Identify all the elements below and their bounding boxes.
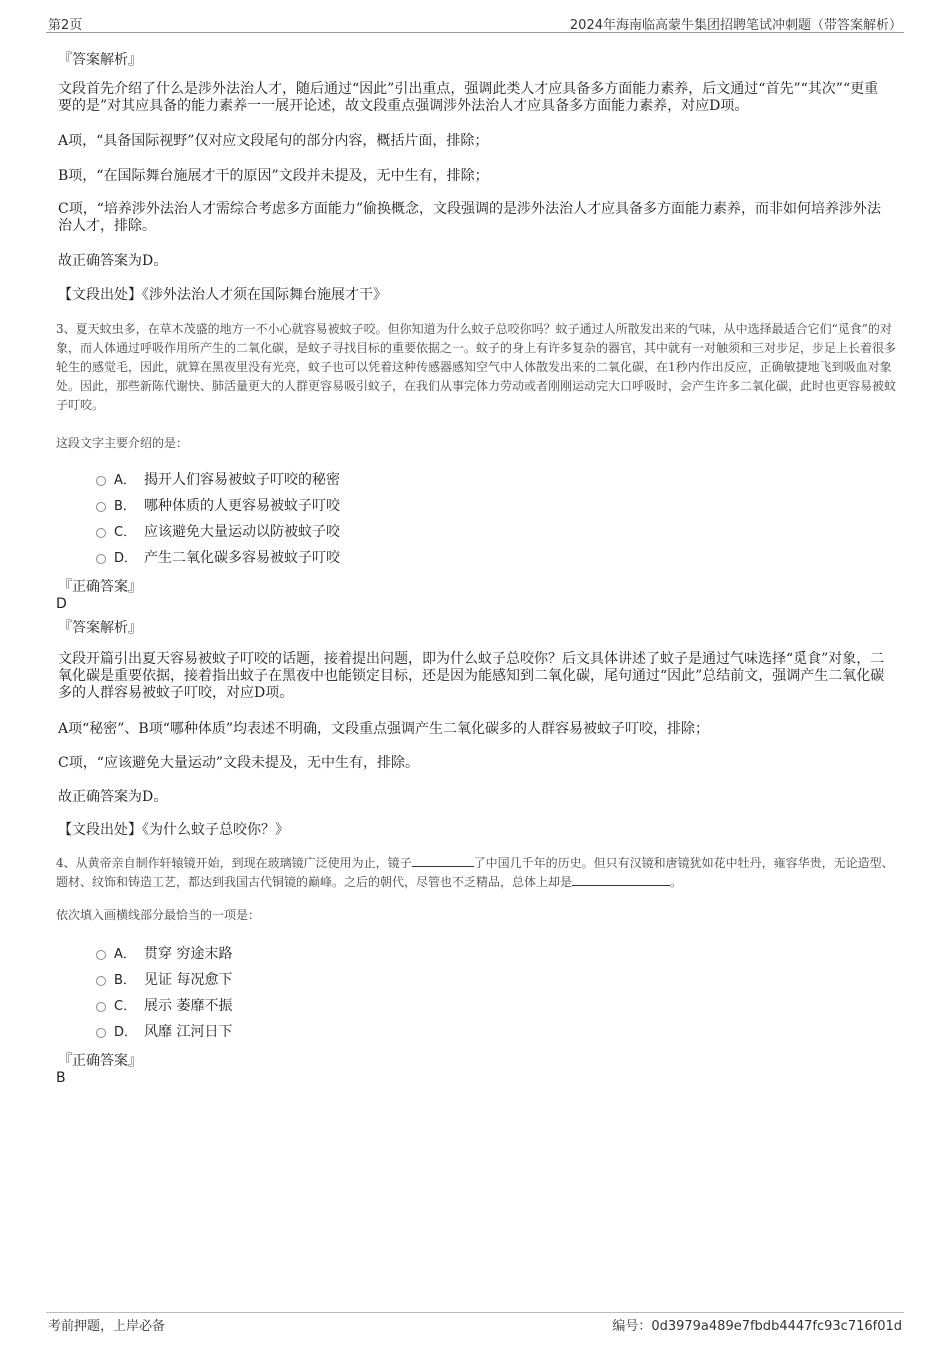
analysis-paragraph: A项“秘密”、B项“哪种体质”均表述不明确，文段重点强调产生二氧化碳多的人群容易被蚊子叮咬，排除； [58,721,710,737]
radio-icon[interactable] [96,502,106,512]
source-citation: 【文段出处】《涉外法治人才须在国际舞台施展才干》 [58,287,387,303]
option-b[interactable]: B． 哪种体质的人更容易被蚊子叮咬 [96,497,340,515]
question-text: 3、夏天蚊虫多，在草木茂盛的地方一不小心就容易被蚊子咬。但你知道为什么蚊子总咬你吗？蚊子通过人所散发出来的气味，从中选择最适合它们“觅食”的对象，而人体通过呼吸作用所产生的二氧化碳，是蚊子寻找目标的重要依据之一。蚊子的身上有许多复杂的器官，其中就有一对触须和三对步足，步足上长着很多轮生的感觉毛，因此，就算在黑夜里没有光亮，蚊子也可以凭着这种传感器感知空气中人体散发出来的二氧化碳，在1秒内作出反应，正确敏捷地飞到吸血对象处。因此，那些新陈代谢快、肺活量更大的人群更容易吸引蚊子，在我们从事完体力劳动或者刚刚运动完大口呼吸时，会产生许多二氧化碳，此时也更容易被蚊子叮咬。 [56,322,897,412]
analysis-label: 『答案解析』 [58,52,142,68]
analysis-paragraph: C项，“应该避免大量运动”文段未提及，无中生有，排除。 [58,755,420,771]
option-d[interactable]: D． 风靡 江河日下 [96,1023,232,1041]
option-c[interactable]: C． 应该避免大量运动以防被蚊子咬 [96,523,340,541]
option-a[interactable]: A． 贯穿 穷途末路 [96,945,232,963]
radio-icon[interactable] [96,476,106,486]
fill-blank [572,873,670,886]
analysis-paragraph: A项，“具备国际视野”仅对应文段尾句的部分内容，概括片面，排除； [58,133,489,149]
radio-icon[interactable] [96,554,106,564]
question-prompt: 这段文字主要介绍的是： [56,436,189,450]
radio-icon[interactable] [96,950,106,960]
analysis-paragraph: B项，“在国际舞台施展才干的原因”文段并未提及，无中生有，排除； [58,168,489,184]
radio-icon[interactable] [96,1002,106,1012]
analysis-paragraph: 故正确答案为D。 [58,789,168,805]
page-number: 第2页 [48,18,83,33]
radio-icon[interactable] [96,528,106,538]
document-id: 编号：0d3979a489e7fbdb4447fc93c716f01d [612,1319,902,1334]
option-c[interactable]: C． 展示 萎靡不振 [96,997,232,1015]
radio-icon[interactable] [96,976,106,986]
question-text: 4、从黄帝亲自制作轩辕镜开始，到现在玻璃镜广泛使用为止，镜子 了中国几千年的历史。但只有汉镜和唐镜犹如花中牡丹，雍容华贵，无论造型、题材、纹饰和铸造工艺，都达到我国古代铜镜的巅峰。之后的朝代，尽管也不乏精品，总体上却是 。 [56,856,894,889]
footer-slogan: 考前押题，上岸必备 [48,1319,166,1334]
source-citation: 【文段出处】《为什么蚊子总咬你？》 [58,822,289,838]
analysis-paragraph: 故正确答案为D。 [58,253,168,269]
option-b[interactable]: B． 见证 每况愈下 [96,971,232,989]
analysis-paragraph: 文段开篇引出夏天容易被蚊子叮咬的话题，接着提出问题，即为什么蚊子总咬你？后文具体讲述了蚊子是通过气味选择“觅食”对象，二氧化碳是重要依据，接着指出蚊子在黑夜中也能锁定目标，还是因为能感知到二氧化碳，尾句通过“因此”总结前文，强调产生二氧化碳多的人群容易被蚊子叮咬，对应D项。 [58,651,885,701]
option-a[interactable]: A． 揭开人们容易被蚊子叮咬的秘密 [96,471,340,489]
fill-blank [412,854,474,867]
page-header [46,14,904,33]
document-title: 2024年海南临高蒙牛集团招聘笔试冲刺题（带答案解析） [569,18,902,33]
radio-icon[interactable] [96,1028,106,1038]
analysis-label: 『答案解析』 [58,620,142,636]
correct-answer: D [56,596,67,612]
page-footer [46,1312,904,1333]
answer-label: 『正确答案』 [58,1053,142,1069]
question-prompt: 依次填入画横线部分最恰当的一项是： [56,908,261,922]
option-d[interactable]: D． 产生二氧化碳多容易被蚊子叮咬 [96,549,340,567]
correct-answer: B [56,1070,66,1086]
analysis-paragraph: 文段首先介绍了什么是涉外法治人才，随后通过“因此”引出重点，强调此类人才应具备多方面能力素养，后文通过“首先”“其次”“更重要的是”对其应具备的能力素养一一展开论述，故文段重点强调涉外法治人才应具备多方面能力素养，对应D项。 [58,81,879,114]
answer-label: 『正确答案』 [58,579,142,595]
analysis-paragraph: C项，“培养涉外法治人才需综合考虑多方面能力”偷换概念，文段强调的是涉外法治人才应具备多方面能力素养，而非如何培养涉外法治人才，排除。 [58,201,882,234]
